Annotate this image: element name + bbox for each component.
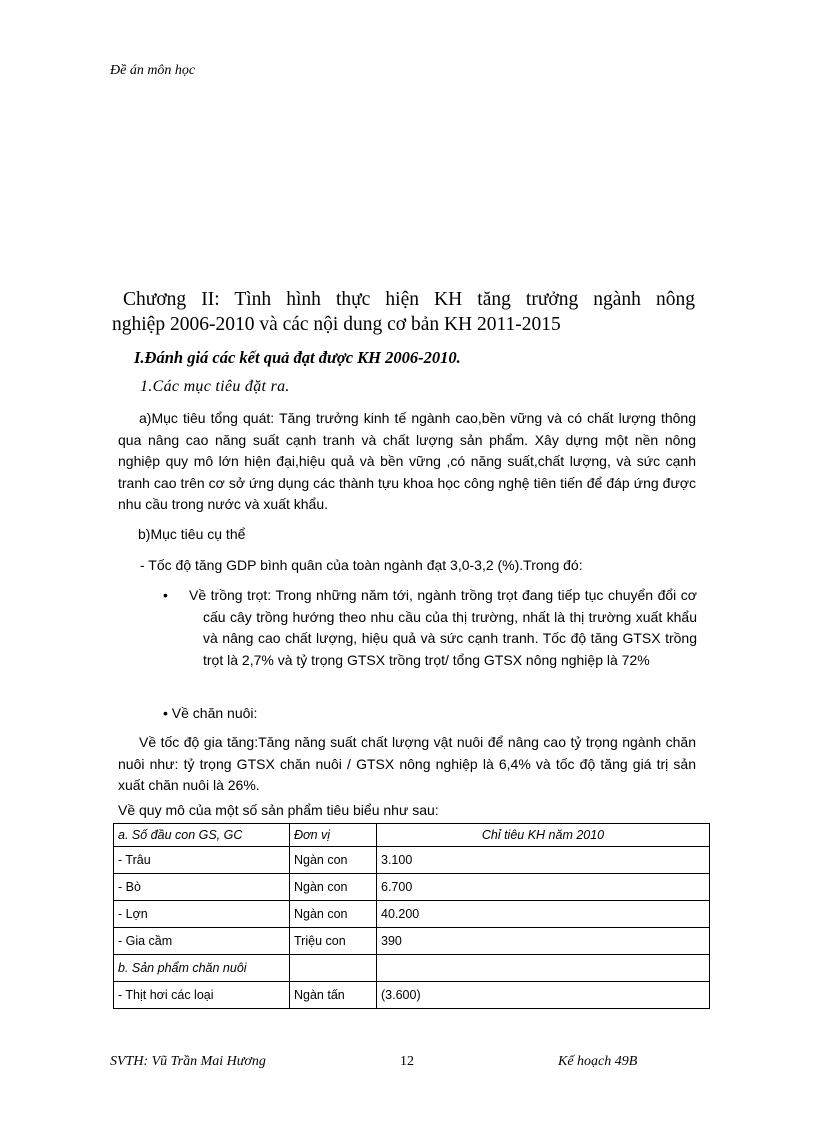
paragraph-growth-rate: Về tốc độ gia tăng:Tăng năng suất chất lượng vật nuôi để nâng cao tỷ trọng ngành chăn nuôi như: tỷ trọng GTSX chăn nuôi / GTSX nông nghiệp là 6,4% và tốc độ tăng giá trị sản xuất chăn nuôi là 26%. bbox=[118, 734, 696, 793]
chapter-title-line-1: Chương II: Tình hình thực hiện KH tăng trưởng ngành nông bbox=[123, 289, 695, 310]
chapter-title bbox=[112, 287, 695, 337]
subsection-heading: 1.Các mục tiêu đặt ra. bbox=[140, 378, 290, 395]
table-cell bbox=[377, 955, 710, 982]
table-header-cell: Đơn vị bbox=[290, 824, 377, 847]
table-cell: - Lợn bbox=[114, 901, 290, 928]
table-row bbox=[114, 901, 710, 928]
bullet-livestock-text: Về chăn nuôi: bbox=[171, 705, 258, 721]
table-row bbox=[114, 928, 710, 955]
table-caption: Về quy mô của một số sản phẩm tiêu biểu như sau: bbox=[118, 802, 439, 818]
footer-author: SVTH: Vũ Trần Mai Hương bbox=[110, 1054, 266, 1069]
table-row bbox=[114, 874, 710, 901]
table-cell: - Gia cầm bbox=[114, 928, 290, 955]
bullet-icon: • bbox=[163, 587, 168, 603]
table-cell: - Thịt hơi các loại bbox=[114, 982, 290, 1009]
table-cell: - Bò bbox=[114, 874, 290, 901]
bullet-crop bbox=[163, 585, 697, 671]
footer-page-number: 12 bbox=[400, 1054, 414, 1069]
table-header-row bbox=[114, 824, 710, 847]
paragraph-specific-objective: b)Mục tiêu cụ thể bbox=[138, 526, 246, 542]
table-cell: b. Sản phẩm chăn nuôi bbox=[114, 955, 290, 982]
table-row bbox=[114, 955, 710, 982]
paragraph-general-objective: a)Mục tiêu tổng quát: Tăng trưởng kinh tế ngành cao,bền vững và có chất lượng thông qua nâng cao năng suất cạnh tranh và chất lượng sản phẩm. Xây dựng một nền nông nghiệp quy mô lớn hiện đại,hiệu quả và bền vững ,có năng suất,chất lượng, và sức cạnh tranh cao trên cơ sở ứng dụng các thành tựu khoa học công nghệ tiên tiến để đáp ứng được nhu cầu trong nước và xuất khẩu. bbox=[118, 410, 696, 512]
bullet-livestock bbox=[163, 703, 257, 725]
table-cell: Ngàn tấn bbox=[290, 982, 377, 1009]
table-row bbox=[114, 982, 710, 1009]
table-cell bbox=[290, 955, 377, 982]
table-cell: 3.100 bbox=[377, 847, 710, 874]
table-header-cell: a. Số đầu con GS, GC bbox=[114, 824, 290, 847]
table-cell: Ngàn con bbox=[290, 847, 377, 874]
table-row bbox=[114, 847, 710, 874]
bullet-crop-text: Về trồng trọt: Trong những năm tới, ngành trồng trọt đang tiếp tục chuyển đổi cơ cấu cây trồng hướng theo nhu cầu của thị trường, nhất là thị trường xuất khẩu và nâng cao chất lượng, hiệu quả và sức cạnh tranh. Tốc độ tăng GTSX trồng trọt là 2,7% và tỷ trọng GTSX trồng trọt/ tổng GTSX nông nghiệp là 72% bbox=[189, 587, 697, 668]
page-header: Đề án môn học bbox=[110, 63, 196, 78]
table-header-cell: Chỉ tiêu KH năm 2010 bbox=[377, 824, 710, 847]
section-heading: I.Đánh giá các kết quả đạt được KH 2006-2010. bbox=[134, 348, 461, 367]
bullet-icon: • bbox=[163, 705, 168, 721]
footer-class: Kế hoạch 49B bbox=[558, 1054, 638, 1069]
table-cell: Ngàn con bbox=[290, 901, 377, 928]
table-cell: Triệu con bbox=[290, 928, 377, 955]
chapter-title-line-2: nghiệp 2006-2010 và các nội dung cơ bản KH 2011-2015 bbox=[112, 314, 561, 335]
table-cell: - Trâu bbox=[114, 847, 290, 874]
paragraph-gdp-growth: - Tốc độ tăng GDP bình quân của toàn ngành đạt 3,0-3,2 (%).Trong đó: bbox=[140, 557, 583, 573]
table-cell: Ngàn con bbox=[290, 874, 377, 901]
table-cell: 390 bbox=[377, 928, 710, 955]
table-cell: 6.700 bbox=[377, 874, 710, 901]
table-cell: (3.600) bbox=[377, 982, 710, 1009]
table-cell: 40.200 bbox=[377, 901, 710, 928]
livestock-table bbox=[113, 823, 710, 1009]
